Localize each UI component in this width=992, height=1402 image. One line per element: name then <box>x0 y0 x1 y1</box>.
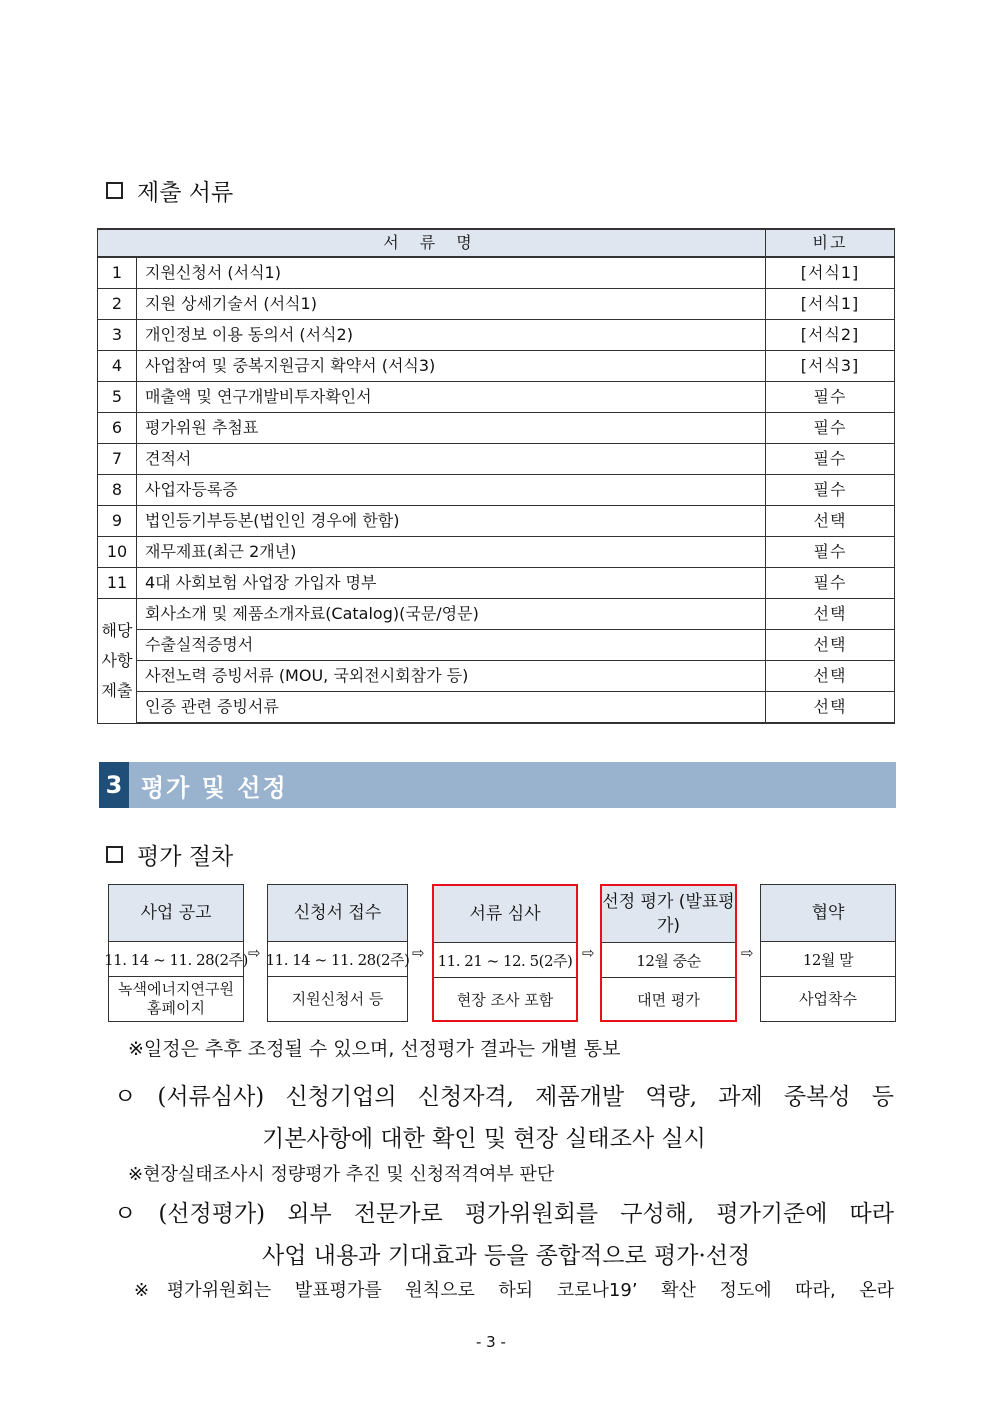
section-heading-submit <box>106 174 233 207</box>
document-name: 법인등기부등본(법인인 경우에 한함) <box>137 506 766 537</box>
document-note: 선택 <box>766 630 895 661</box>
table-row <box>98 599 895 630</box>
table-row <box>98 351 895 382</box>
table-row <box>98 568 895 599</box>
document-note: 선택 <box>766 599 895 630</box>
step-date: 12월 중순 <box>602 943 735 978</box>
step-date: 12월 말 <box>761 942 895 977</box>
step-description: 지원신청서 등 <box>291 989 384 1008</box>
header-name: 서 류 명 <box>98 229 766 257</box>
step-description: 현장 조사 포함 <box>456 990 554 1009</box>
step-title: 선정 평가 (발표평가) <box>602 886 735 943</box>
document-note: [서식1] <box>766 257 895 289</box>
document-note: 필수 <box>766 537 895 568</box>
row-number: 10 <box>98 537 137 568</box>
group-label-line: 제출 <box>101 680 133 700</box>
document-note: 필수 <box>766 413 895 444</box>
document-note: [서식2] <box>766 320 895 351</box>
process-step-box <box>104 884 248 1022</box>
document-note: 필수 <box>766 568 895 599</box>
table-row <box>98 413 895 444</box>
select-continuation: 사업 내용과 기대효과 등을 종합적으로 평가·선정 <box>262 1243 751 1269</box>
table-row <box>98 537 895 568</box>
document-note: [서식3] <box>766 351 895 382</box>
arrow-right-icon: ⇨ <box>248 944 261 962</box>
row-number: 6 <box>98 413 137 444</box>
group-label <box>98 599 137 724</box>
table-row <box>98 692 895 724</box>
row-number: 1 <box>98 257 137 289</box>
document-note: 필수 <box>766 475 895 506</box>
step-description: 녹색에너지연구원 홈페이지 <box>118 980 234 1017</box>
row-number: 5 <box>98 382 137 413</box>
arrow-right-icon: ⇨ <box>741 944 754 962</box>
section-number: 3 <box>99 762 129 808</box>
step-title: 서류 심사 <box>434 886 576 943</box>
row-number: 8 <box>98 475 137 506</box>
section-title: 평가 절차 <box>137 844 234 870</box>
step-description: 사업착수 <box>799 989 857 1008</box>
table-row <box>98 289 895 320</box>
table-row <box>98 320 895 351</box>
document-name: 회사소개 및 제품소개자료(Catalog)(국문/영문) <box>137 599 766 630</box>
document-name: 견적서 <box>137 444 766 475</box>
document-name: 사전노력 증빙서류 (MOU, 국외전시회참가 등) <box>137 661 766 692</box>
table-row <box>98 475 895 506</box>
step-date: 11. 14 ~ 11. 28(2주) <box>109 942 243 977</box>
header-note: 비고 <box>766 229 895 257</box>
group-label-line: 사항 <box>101 650 133 670</box>
row-number: 11 <box>98 568 137 599</box>
arrow-right-icon: ⇨ <box>412 944 425 962</box>
schedule-note: ※일정은 추후 조정될 수 있으며, 선정평가 결과는 개별 통보 <box>128 1038 621 1060</box>
row-number: 7 <box>98 444 137 475</box>
row-number: 4 <box>98 351 137 382</box>
document-name: 4대 사회보험 사업장 가입자 명부 <box>137 568 766 599</box>
page-number: - 3 - <box>476 1333 506 1351</box>
row-number: 3 <box>98 320 137 351</box>
document-name: 사업참여 및 중복지원금지 확약서 (서식3) <box>137 351 766 382</box>
document-name: 개인정보 이용 동의서 (서식2) <box>137 320 766 351</box>
group-label-line: 해당 <box>101 620 133 640</box>
step-title: 사업 공고 <box>109 885 243 942</box>
checkbox-square-icon <box>106 182 123 199</box>
step-date: 11. 14 ~ 11. 28(2주) <box>268 942 407 977</box>
document-name: 매출액 및 연구개발비투자확인서 <box>137 382 766 413</box>
table-row <box>98 382 895 413</box>
review-sub-note: ※현장실태조사시 정량평가 추진 및 신청적격여부 판단 <box>128 1164 555 1185</box>
checkbox-square-icon <box>106 846 123 863</box>
document-note: 선택 <box>766 506 895 537</box>
review-continuation: 기본사항에 대한 확인 및 현장 실태조사 실시 <box>262 1126 706 1152</box>
arrow-right-icon: ⇨ <box>582 944 595 962</box>
documents-table <box>97 228 895 724</box>
review-bullet: ㅇ (서류심사) 신청기업의 신청자격, 제품개발 역량, 과제 중복성 등 <box>114 1084 894 1110</box>
document-name: 재무제표(최근 2개년) <box>137 537 766 568</box>
process-step-box <box>432 884 578 1022</box>
table-header-row <box>98 229 895 257</box>
document-name: 사업자등록증 <box>137 475 766 506</box>
section-title: 제출 서류 <box>137 180 234 206</box>
section-banner-title: 평가 및 선정 <box>141 773 288 802</box>
table-row <box>98 506 895 537</box>
process-step-box <box>600 884 737 1022</box>
row-number: 9 <box>98 506 137 537</box>
step-title: 협약 <box>761 885 895 942</box>
document-note: 필수 <box>766 382 895 413</box>
document-note: [서식1] <box>766 289 895 320</box>
document-name: 지원신청서 (서식1) <box>137 257 766 289</box>
table-row <box>98 444 895 475</box>
select-bullet: ㅇ (선정평가) 외부 전문가로 평가위원회를 구성해, 평가기준에 따라 <box>114 1201 894 1227</box>
process-step-box <box>760 884 896 1022</box>
table-row <box>98 630 895 661</box>
document-note: 선택 <box>766 661 895 692</box>
table-row <box>98 257 895 289</box>
document-note: 선택 <box>766 692 895 724</box>
document-name: 지원 상세기술서 (서식1) <box>137 289 766 320</box>
step-description: 대면 평가 <box>637 990 700 1009</box>
step-title: 신청서 접수 <box>268 885 407 942</box>
document-note: 필수 <box>766 444 895 475</box>
row-number: 2 <box>98 289 137 320</box>
section-banner <box>99 762 896 808</box>
select-sub-note: ※평가위원회는 발표평가를 원칙으로 하되 코로나19’ 확산 정도에 따라, 온라 <box>134 1280 894 1301</box>
document-name: 수출실적증명서 <box>137 630 766 661</box>
document-name: 인증 관련 증빙서류 <box>137 692 766 724</box>
process-step-box <box>267 884 408 1022</box>
step-date: 11. 21 ~ 12. 5(2주) <box>434 943 576 978</box>
document-name: 평가위원 추첨표 <box>137 413 766 444</box>
section-heading-eval <box>106 838 233 871</box>
table-row <box>98 661 895 692</box>
